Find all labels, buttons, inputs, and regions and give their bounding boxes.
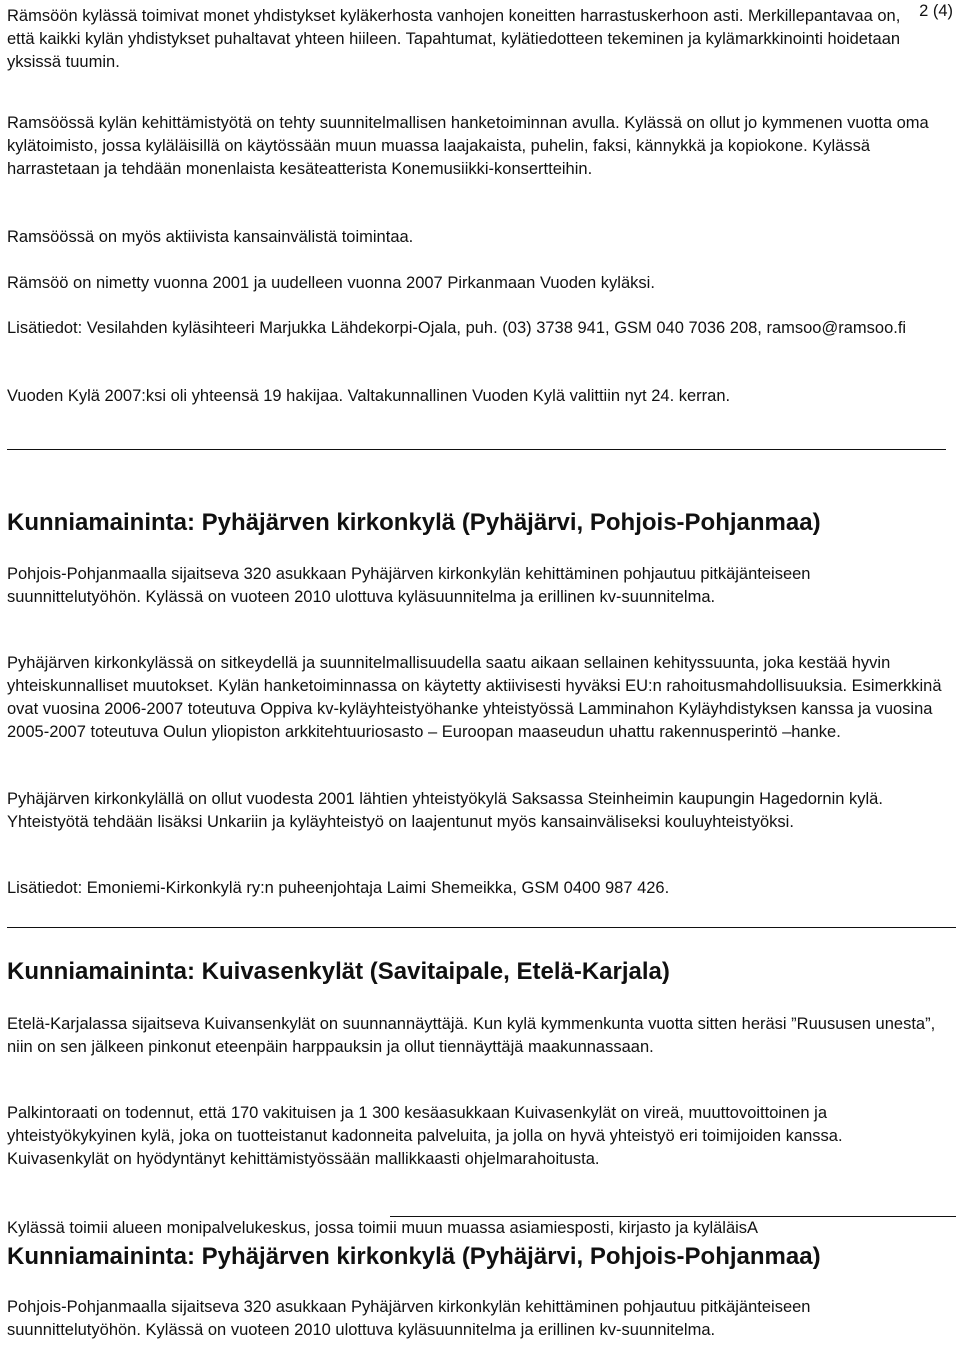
section-heading-kuivasenkylat: Kunniamaininta: Kuivasenkylät (Savitaipale, Etelä-Karjala): [7, 958, 670, 985]
pyhajarvi-paragraph-3: Pyhäjärven kirkonkylällä on ollut vuodesta 2001 lähtien yhteistyökylä Saksassa Steinheimin kaupungin Hagedornin kylä. Yhteistyötä tehdään lisäksi Unkariin ja kyläyhteistyö on laajentunut myös kansainväliseksi kouluyhteistyöksi.: [7, 790, 883, 831]
intro-paragraph-4: Rämsöö on nimetty vuonna 2001 ja uudelleen vuonna 2007 Pirkanmaan Vuoden kyläksi.: [7, 274, 655, 292]
kuivasenkylat-paragraph-1: Etelä-Karjalassa sijaitseva Kuivansenkylät on suunnannäyttäjä. Kun kylä kymmenkunta vuotta sitten heräsi ”Ruususen unesta”, niin on sen jälkeen pinkonut eteenpäin harppauksin ja ollut tiennäyttäjä maakunnassaan.: [7, 1015, 936, 1056]
intro-paragraph-6: Vuoden Kylä 2007:ksi oli yhteensä 19 hakijaa. Valtakunnallinen Vuoden Kylä valittiin nyt 24. kerran.: [7, 387, 731, 405]
intro-contact-info: Lisätiedot: Vesilahden kyläsihteeri Marjukka Lähdekorpi-Ojala, puh. (03) 3738 941, GSM 040 7036 208, ramsoo@ramsoo.fi: [7, 319, 907, 337]
separator-line-2: [7, 927, 956, 928]
intro-paragraph-1: Rämsöön kylässä toimivat monet yhdistykset kyläkerhosta vanhojen koneitten harrastuskerhoon asti. Merkillepantavaa on, että kaikki kylän yhdistykset puhaltavat yhteen hiileen. Tapahtumat, kylätiedotteen tekeminen ja kylämarkkinointi hoidetaan yksissä tuumin.: [7, 7, 901, 71]
kuivasenkylat-paragraph-3: Kylässä toimii alueen monipalvelukeskus, jossa toimii muun muassa asiamiesposti, kirjasto ja kyläläisA: [7, 1219, 759, 1237]
section-heading-pyhajarvi-repeat: Kunniamaininta: Pyhäjärven kirkonkylä (Pyhäjärvi, Pohjois-Pohjanmaa): [7, 1243, 821, 1270]
pyhajarvi-repeat-paragraph-1: Pohjois-Pohjanmaalla sijaitseva 320 asukkaan Pyhäjärven kirkonkylän kehittäminen pohjautuu pitkäjänteiseen suunnittelutyöhön. Kylässä on vuoteen 2010 ulottuva kyläsuunnitelma ja erillinen kv-suunnitelma.: [7, 1298, 811, 1339]
intro-paragraph-3: Ramsöössä on myös aktiivista kansainvälistä toimintaa.: [7, 228, 414, 246]
pyhajarvi-paragraph-2: Pyhäjärven kirkonkylässä on sitkeydellä ja suunnitelmallisuudella saatu aikaan sellainen kehityssuunta, joka kestää hyvin yhteiskunnalliset muutokset. Kylän hanketoiminnassa on käytetty aktiivisesti hyväksi EU:n rahoitusmahdollisuuksia. Esimerkkinä ovat vuosina 2006-2007 toteutuva Oppiva kv-kyläyhteistyöhanke yhteistyössä Lamminahon Kyläyhdistyksen kanssa ja vuosina 2005-2007 toteutuva Oulun yliopiston arkkitehtuuriosasto – Euroopan maaseudun uhattu rakennusperintö –hanke.: [7, 654, 942, 741]
separator-line: [7, 449, 946, 450]
page-number: 2 (4): [919, 2, 953, 20]
intro-paragraph-2: Ramsöössä kylän kehittämistyötä on tehty suunnitelmallisen hanketoiminnan avulla. Kylässä on ollut jo kymmenen vuotta oma kylätoimisto, jossa kyläläisillä on käytössään muun muassa laajakaista, puhelin, faksi, kännykkä ja kopiokone. Kylässä harrastetaan ja tehdään monenlaista kesäteatterista Konemusiikki-konsertteihin.: [7, 114, 929, 178]
kuivasenkylat-paragraph-2: Palkintoraati on todennut, että 170 vakituisen ja 1 300 kesäasukkaan Kuivasenkylät on vireä, muuttovoittoinen ja yhteistyökykyinen kylä, joka on tuotteistanut kadonneita palveluita, ja jolla on hyvä yhteistyö eri toimijoiden kanssa. Kuivasenkylät on hyödyntänyt kehittämistyössään mallikkaasti ohjelmarahoitusta.: [7, 1104, 843, 1168]
section-heading-pyhajarvi: Kunniamaininta: Pyhäjärven kirkonkylä (Pyhäjärvi, Pohjois-Pohjanmaa): [7, 509, 821, 536]
pyhajarvi-contact-info: Lisätiedot: Emoniemi-Kirkonkylä ry:n puheenjohtaja Laimi Shemeikka, GSM 0400 987 426.: [7, 879, 670, 897]
pyhajarvi-paragraph-1: Pohjois-Pohjanmaalla sijaitseva 320 asukkaan Pyhäjärven kirkonkylän kehittäminen pohjautuu pitkäjänteiseen suunnittelutyöhön. Kylässä on vuoteen 2010 ulottuva kyläsuunnitelma ja erillinen kv-suunnitelma.: [7, 565, 811, 606]
